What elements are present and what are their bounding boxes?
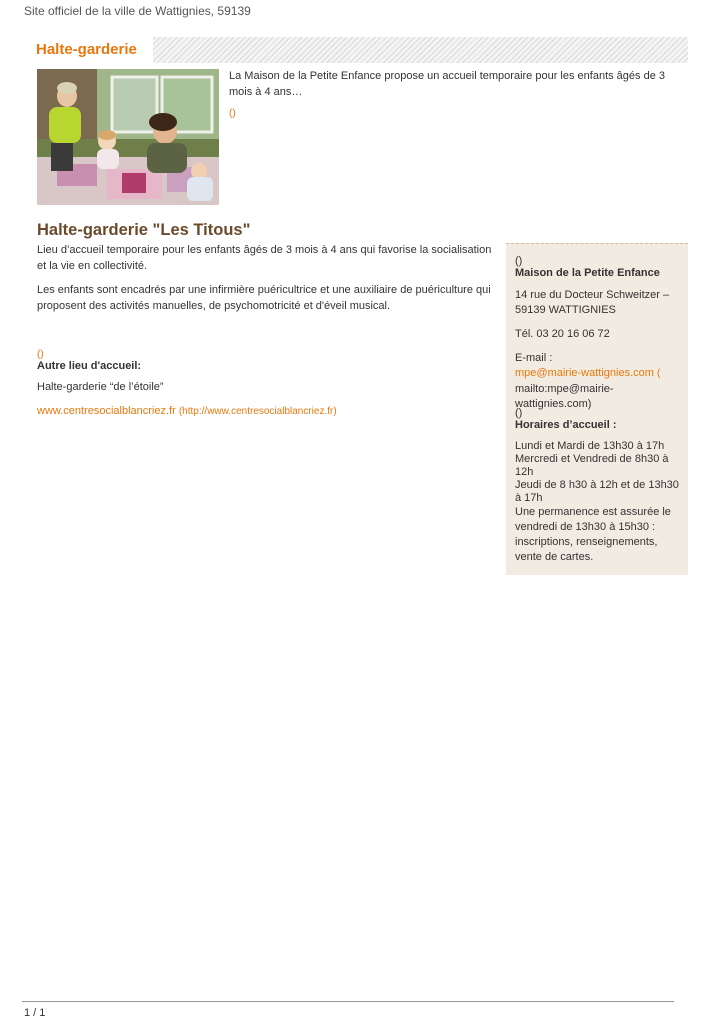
email-line (515, 366, 685, 381)
intro-link[interactable]: () (229, 108, 236, 119)
article-link[interactable]: () (37, 349, 44, 360)
page-number: 1 / 1 (24, 1007, 46, 1019)
section-title-bar (24, 37, 688, 63)
other-place-name: Halte-garderie “de l’étoile” (37, 381, 164, 393)
article-title: Halte-garderie "Les Titous" (37, 221, 251, 239)
sidebar-link-1[interactable]: () (515, 255, 523, 267)
sidebar-link-2[interactable]: () (515, 407, 523, 419)
phone: Tél. 03 20 16 06 72 (515, 328, 610, 340)
contact-sidebar (506, 243, 688, 575)
website-link[interactable]: www.centresocialblancriez.fr (37, 405, 176, 417)
org-name: Maison de la Petite Enfance (515, 267, 660, 279)
footer-divider (22, 1001, 674, 1002)
children-playing-photo (37, 69, 219, 205)
section-title: Halte-garderie (24, 37, 153, 63)
email-paren: ( (657, 368, 661, 379)
hours-permanence: Une permanence est assurée le vendredi de 13h30 à 15h30 : inscriptions, renseignements, vente de cartes. (515, 506, 671, 563)
site-header: Site officiel de la ville de Wattignies, 59139 (24, 4, 251, 18)
website-line (37, 404, 495, 420)
intro-text: La Maison de la Petite Enfance propose un accueil temporaire pour les enfants âgés de 3 mois à 4 ans… (229, 70, 665, 98)
article-paragraph-2: Les enfants sont encadrés par une infirmière puéricultrice et une auxiliaire de puériculture qui proposent des activités manuelles, de psychomotricité et d'éveil musical. (37, 284, 491, 312)
hours-thu: Jeudi de 8 h30 à 12h et de 13h30 à 17h (515, 479, 679, 504)
article-paragraph-1: Lieu d’accueil temporaire pour les enfants âgés de 3 mois à 4 ans qui favorise la socialisation et la vie en collectivité. (37, 244, 492, 272)
website-url[interactable]: (http://www.centresocialblancriez.fr) (178, 406, 337, 417)
hours-wed-fri: Mercredi et Vendredi de 8h30 à 12h (515, 453, 669, 478)
address-line-1: 14 rue du Docteur Schweitzer – (515, 289, 670, 301)
email-label: E-mail : (515, 352, 553, 364)
hours-mon-tue: Lundi et Mardi de 13h30 à 17h (515, 440, 665, 452)
email-mailto[interactable]: mailto:mpe@mairie-wattignies.com) (515, 383, 614, 410)
other-place-label: Autre lieu d'accueil: (37, 360, 142, 372)
email-link[interactable]: mpe@mairie-wattignies.com (515, 367, 654, 379)
hours-title: Horaires d’accueil : (515, 419, 617, 431)
address-line-2: 59139 WATTIGNIES (515, 304, 616, 316)
